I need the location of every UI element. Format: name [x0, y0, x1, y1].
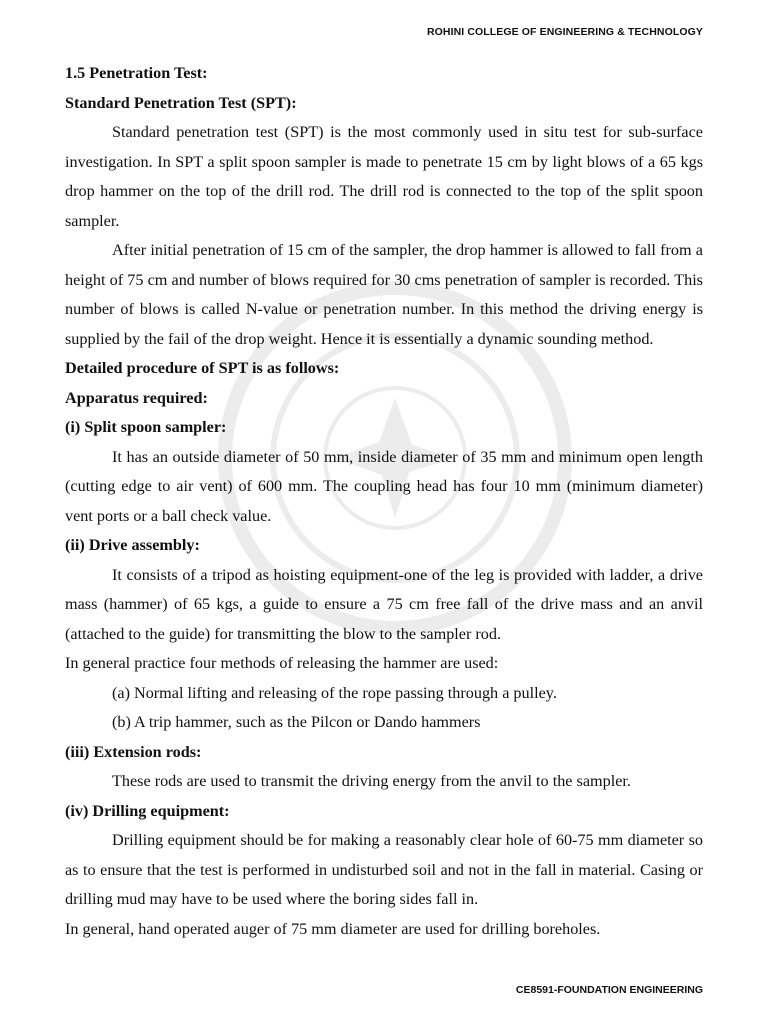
section-title: 1.5 Penetration Test:: [65, 64, 208, 82]
extension-rods-heading: (iii) Extension rods:: [65, 742, 202, 761]
page-header-college-name: ROHINI COLLEGE OF ENGINEERING & TECHNOLOGY: [426, 26, 703, 38]
release-method-b: (b) A trip hammer, such as the Pilcon or Dando hammers: [112, 713, 481, 731]
drive-assembly-heading: (ii) Drive assembly:: [65, 536, 200, 554]
drive-assembly-text: It consists of a tripod as hoisting equipment-one of the leg is provided with ladder, a drive mass (hammer) of 65 kgs, a guide to ensure a 75 cm free fall of the drive mass and an anvil (attached to the guide) for transmitting the blow to the sampler rod.: [65, 565, 703, 643]
drilling-equipment-text: Drilling equipment should be for making a reasonably clear hole of 60-75 mm diameter so as to ensure that the test is performed in undisturbed soil and not in the fall in material. Casing or drilling mud may have to be used where the boring sides fall in.: [65, 831, 703, 908]
extension-rods-text: These rods are used to transmit the driving energy from the anvil to the sampler.: [112, 772, 631, 790]
release-methods-intro: In general practice four methods of releasing the hammer are used:: [65, 654, 499, 672]
spt-heading: Standard Penetration Test (SPT):: [65, 93, 297, 112]
procedure-heading: Detailed procedure of SPT is as follows:: [65, 359, 340, 377]
document-body: [65, 59, 703, 944]
spt-paragraph-2: After initial penetration of 15 cm of the sampler, the drop hammer is allowed to fall from a height of 75 cm and number of blows required for 30 cms penetration of sampler is recorded. This number of blows is called N-value or penetration number. In this method the driving energy is supplied by the fail of the drop weight. Hence it is essentially a dynamic sounding method.: [65, 241, 703, 348]
release-method-a: (a) Normal lifting and releasing of the rope passing through a pulley.: [112, 683, 557, 702]
split-spoon-heading: (i) Split spoon sampler:: [65, 418, 227, 436]
drilling-equipment-text-2: In general, hand operated auger of 75 mm diameter are used for drilling boreholes.: [65, 919, 601, 938]
page-footer-course: CE8591-FOUNDATION ENGINEERING: [515, 984, 703, 996]
drilling-equipment-heading: (iv) Drilling equipment:: [65, 801, 230, 820]
split-spoon-text: It has an outside diameter of 50 mm, inside diameter of 35 mm and minimum open length (cutting edge to air vent) of 600 mm. The coupling head has four 10 mm (minimum diameter) vent ports or a ball check value.: [65, 447, 703, 525]
spt-paragraph-1: Standard penetration test (SPT) is the most commonly used in situ test for sub-surface investigation. In SPT a split spoon sampler is made to penetrate 15 cm by light blows of a 65 kgs drop hammer on the top of the drill rod. The drill rod is connected to the top of the split spoon sampler.: [65, 123, 703, 230]
apparatus-heading: Apparatus required:: [65, 388, 208, 407]
